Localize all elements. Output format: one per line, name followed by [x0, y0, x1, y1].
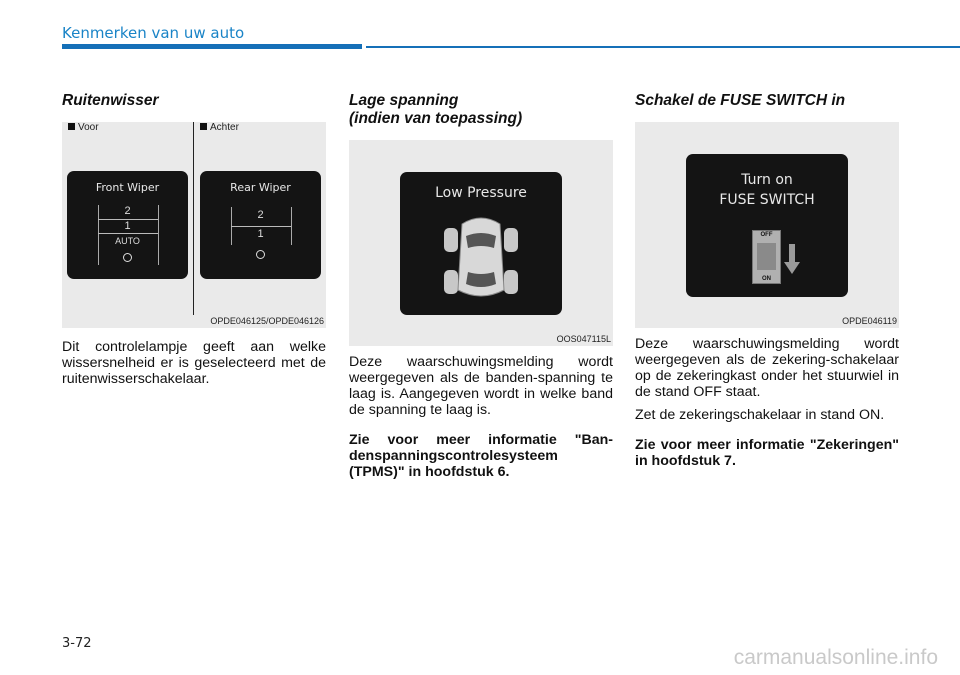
section-heading: Lage spanning (indien van toepassing): [349, 92, 523, 127]
section-heading: Ruitenwisser: [62, 92, 159, 109]
rear-wiper-title: Rear Wiper: [230, 181, 291, 194]
front-wiper-panel: [67, 171, 188, 279]
figure-code: OPDE046125/OPDE046126: [210, 316, 324, 326]
switch-lever: [757, 243, 776, 270]
scale-line: [231, 226, 291, 227]
off-circle-icon: [256, 250, 265, 259]
front-pos-auto: AUTO: [115, 236, 140, 246]
fuse-panel-line1: Turn on: [741, 172, 793, 188]
low-pressure-panel: [400, 172, 562, 315]
fuse-switch-panel: [686, 154, 848, 297]
fuse-panel-line2: FUSE SWITCH: [719, 192, 815, 208]
figure-code: OPDE046119: [842, 316, 897, 326]
figure-code: OOS047115L: [556, 334, 611, 344]
car-tyres-icon: [400, 172, 562, 315]
section-low-pressure: [349, 92, 613, 480]
front-pos-2: 2: [124, 205, 131, 217]
arrow-down-icon: [784, 244, 800, 274]
section-note: Zie voor meer informatie "Ban-denspanningscontrolesysteem (TPMS)" in hoofdstuk 6.: [349, 432, 613, 480]
section-body: Zet de zekeringschakelaar in stand ON.: [635, 407, 885, 423]
wiper-figure: [62, 122, 326, 328]
section-wiper: [62, 92, 326, 387]
watermark: carmanualsonline.info: [733, 646, 938, 669]
low-pressure-figure: [349, 140, 613, 346]
section-body: Dit controlelampje geeft aan welke wissersnelheid er is geselecteerd met de ruitenwisserschakelaar.: [62, 339, 326, 387]
header-title: Kenmerken van uw auto: [62, 24, 245, 42]
section-note: Zie voor meer informatie "Zekeringen" in hoofdstuk 7.: [635, 437, 899, 469]
fuse-switch-graphic: [752, 230, 781, 284]
fuse-switch-figure: [635, 122, 899, 328]
figure-divider: [193, 122, 194, 315]
section-body: Deze waarschuwingsmelding wordt weergegeven als de banden-spanning te laag is. Aangegeven wordt in welke band de spanning te laag is.: [349, 354, 613, 418]
front-pos-1: 1: [124, 220, 131, 232]
off-circle-icon: [123, 253, 132, 262]
label-front: Voor: [68, 122, 99, 133]
header-rule-thick: [62, 44, 362, 49]
page-number: 3-72: [62, 636, 92, 651]
low-pressure-title: Low Pressure: [435, 185, 527, 201]
section-body: Deze waarschuwingsmelding wordt weergegeven als de zekering-schakelaar op de zekeringkast onder het stuurwiel in de stand OFF staat.: [635, 336, 899, 400]
switch-off-label: OFF: [760, 232, 773, 238]
header-rule-thin: [366, 46, 960, 48]
label-rear: Achter: [200, 122, 239, 133]
section-heading: Schakel de FUSE SWITCH in: [635, 92, 846, 109]
front-wiper-title: Front Wiper: [95, 181, 160, 194]
rear-pos-2: 2: [257, 209, 264, 221]
rear-wiper-panel: [200, 171, 321, 279]
rear-pos-1: 1: [257, 228, 264, 240]
section-fuse-switch: [635, 92, 899, 469]
switch-on-label: ON: [762, 276, 771, 282]
scale-line: [98, 233, 158, 234]
